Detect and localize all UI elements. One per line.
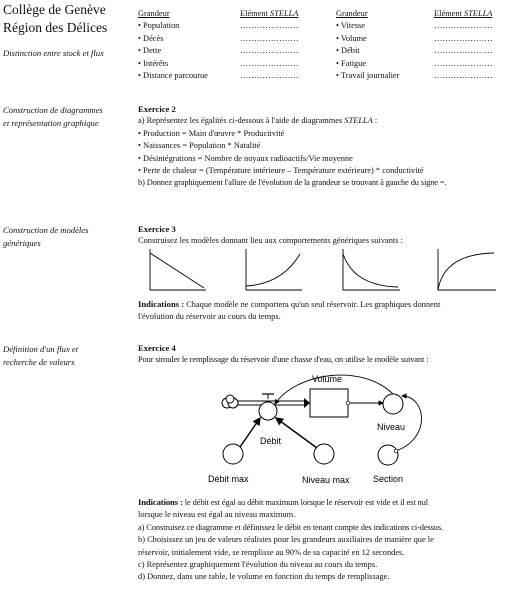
blank-dots: ………………… — [240, 58, 299, 68]
sidebar-topic-1: Distinction entre stock et flux — [3, 48, 104, 58]
school-region: Région des Délices — [3, 20, 108, 35]
table-cell: • Décès — [138, 33, 164, 43]
exercise-3 — [138, 223, 516, 248]
table-header-grandeur-2: Grandeur — [336, 9, 368, 18]
table-cell: • Volume — [336, 33, 367, 43]
blank-dots: ………………… — [240, 33, 299, 43]
table-cell: • Débit — [336, 46, 360, 56]
graph-exponential-growth — [246, 249, 302, 290]
equation-item: • Perte de chaleur = (Température intérieure – Température extérieure) * conductivité — [138, 166, 424, 176]
stock-volume-label: Volume — [312, 374, 343, 384]
table-cell: • Distance parcourue — [138, 71, 208, 81]
indications-line: Indications : Chaque modèle ne comportera qu'un seul réservoir. Les graphiques donnent — [138, 299, 441, 309]
flow-debit-label: Débit — [260, 436, 282, 446]
exercise-3-intro: Construisez les modèles donnant lieu aux comportements génériques suivants : — [138, 236, 403, 246]
graph-exponential-decay — [343, 249, 400, 290]
blank-dots: ………………… — [240, 46, 299, 56]
equation-item: • Production = Main d'œuvre * Productivité — [138, 128, 285, 138]
blank-dots: ………………… — [434, 33, 493, 43]
exercise-4-part-c: c) Représentez graphiquement l'évolution du niveau au cours du temps. — [138, 560, 378, 570]
exercise-2-part-b: b) Donnez graphiquement l'allure de l'évolution de la grandeur se trouvant à gauche du signe =. — [138, 178, 447, 188]
exercise-4-title: Exercice 4 — [138, 343, 176, 353]
converter-niveau-max-label: Niveau max — [302, 475, 350, 485]
blank-dots: ………………… — [434, 21, 493, 31]
indications-line: lorsque le niveau est égal au niveau maximum. — [138, 510, 296, 520]
exercise-4-part-b: b) Choisissez un jeu de valeurs réalistes pour les grandeurs auxiliaires de manière que le — [138, 535, 434, 545]
converter-section — [378, 445, 398, 465]
table-cell: • Dette — [138, 46, 162, 56]
sidebar-topic-3a: Construction de modèles — [3, 225, 89, 235]
connector-niveaumax-debit — [276, 418, 317, 448]
table-header-grandeur: Grandeur — [138, 9, 170, 18]
table-cell: • Travail journalier — [336, 71, 400, 81]
exercise-4-part-d: d) Donnez, dans une table, le volume en fonction du temps de remplissage. — [138, 572, 390, 582]
exercise-3-title: Exercice 3 — [138, 224, 176, 234]
exercise-4-part-b-cont: réservoir, initialement vide, se remplisse au 90% de sa capacité en 12 secondes. — [138, 547, 405, 557]
sidebar-topic-2b: et représentation graphique — [3, 118, 99, 128]
table-header-element-2: Elément STELLA — [434, 9, 493, 18]
table-cell: • Intérêts — [138, 58, 169, 68]
blank-dots: ………………… — [434, 46, 493, 56]
stella-model-diagram — [200, 368, 440, 490]
exercise-4-part-a: a) Construisez ce diagramme et définissez le débit en tenant compte des indications ci-dessus. — [138, 522, 444, 532]
table-row — [138, 45, 516, 57]
blank-dots: ………………… — [240, 21, 299, 31]
table-cell: • Vitesse — [336, 21, 366, 31]
connector-debitmax-debit — [240, 418, 260, 447]
cloud-icon — [222, 395, 238, 408]
exercise-3-indications — [138, 298, 516, 324]
exercise-4-intro: Pour simuler le remplissage du réservoir d'une chasse d'eau, on utilise le modèle suivant : — [138, 355, 429, 365]
sidebar-topic-3b: génériques — [3, 238, 41, 248]
sidebar-topic-2a: Construction de diagrammes — [3, 105, 103, 115]
school-name: Collège de Genève — [3, 2, 106, 17]
indications-line: l'évolution du réservoir au cours du temps. — [138, 312, 281, 322]
table-header-element: Elément STELLA — [240, 9, 299, 18]
table-row — [138, 33, 516, 45]
table-row — [138, 20, 516, 32]
stock-volume — [310, 389, 348, 417]
sidebar-topic-4b: recherche de valeurs — [3, 357, 75, 367]
generic-behaviour-graphs — [138, 246, 516, 296]
exercise-4 — [138, 342, 516, 367]
flow-debit-circle — [259, 402, 277, 420]
graph-saturation-growth — [438, 249, 496, 290]
stock-flux-table — [138, 8, 516, 82]
converter-niveau-max — [314, 444, 334, 464]
exercise-4-text — [138, 496, 516, 584]
table-cell: • Fatigue — [336, 58, 367, 68]
converter-section-label: Section — [373, 474, 404, 484]
exercise-2 — [138, 103, 516, 190]
equation-item: • Désintégrations = Nombre de noyaux radioactifs/Vie moyenne — [138, 153, 353, 163]
table-cell: • Population — [138, 21, 180, 31]
blank-dots: ………………… — [240, 71, 299, 81]
blank-dots: ………………… — [434, 58, 493, 68]
indications-line: Indications : le débit est égal au débit maximum lorsque le réservoir est vide et il est nul — [138, 497, 428, 507]
graph-linear-decrease — [150, 249, 206, 290]
exercise-2-part-a: a) Représentez les égalités ci-dessous à l'aide de diagrammes STELLA : — [138, 116, 378, 126]
equation-item: • Naissances = Population * Natalité — [138, 141, 261, 151]
table-row — [138, 58, 516, 70]
converter-niveau — [383, 394, 403, 414]
table-row — [138, 70, 516, 82]
sidebar-topic-4a: Définition d'un flux et — [3, 344, 79, 354]
converter-debit-max-label: Débit max — [208, 474, 249, 484]
exercise-2-title: Exercice 2 — [138, 104, 176, 114]
converter-niveau-label: Niveau — [377, 422, 406, 432]
blank-dots: ………………… — [434, 71, 493, 81]
